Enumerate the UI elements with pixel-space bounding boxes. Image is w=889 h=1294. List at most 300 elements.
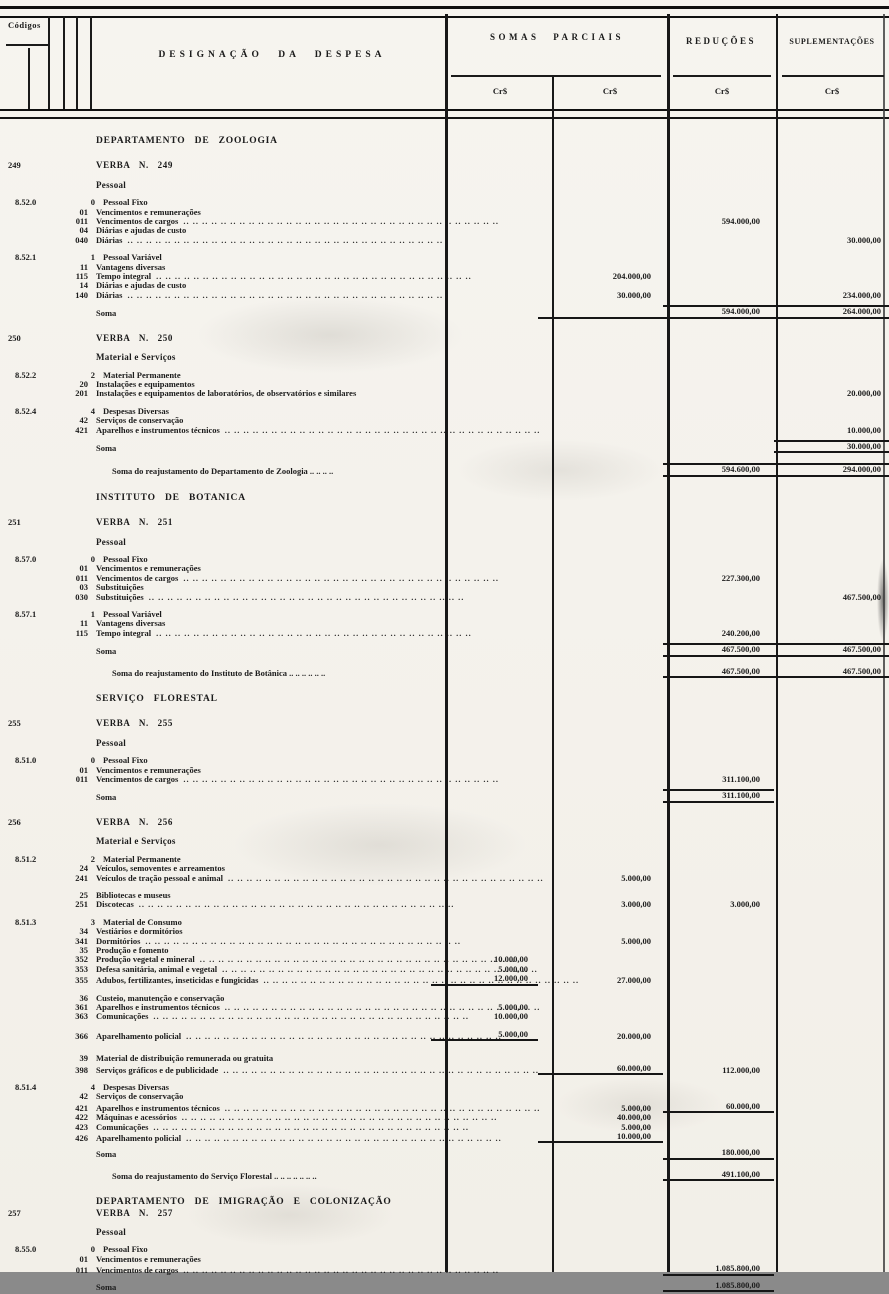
item-code-cell: 42 bbox=[79, 415, 88, 426]
designacao-text: Pessoal Variável bbox=[103, 252, 162, 263]
designacao-cell bbox=[88, 181, 431, 190]
table-row bbox=[0, 236, 889, 245]
currency-label: Cr$ bbox=[492, 86, 508, 96]
column-header-designacao: DESIGNAÇÃO DA DESPESA bbox=[158, 50, 386, 60]
designacao-cell bbox=[88, 818, 431, 827]
table-row bbox=[0, 695, 889, 704]
designacao-text: Material e Serviços bbox=[96, 352, 176, 363]
code-cell: 257 bbox=[8, 1207, 21, 1218]
dot-leader bbox=[116, 793, 423, 802]
somas-parciais-1-cell: 5.000,00 bbox=[431, 1030, 538, 1041]
item-code-cell: 1 bbox=[90, 252, 95, 263]
item-code-cell: 1 bbox=[90, 609, 95, 619]
somas-parciais-2-cell: 40.000,00 bbox=[617, 1112, 651, 1123]
designacao-cell bbox=[88, 1255, 431, 1264]
somas-parciais-2-cell: 20.000,00 bbox=[617, 1030, 651, 1041]
reducoes-cell: 3.000,00 bbox=[730, 899, 760, 910]
designacao-cell bbox=[88, 1054, 431, 1063]
somas-parciais-2-cell: 5.000,00 bbox=[621, 1121, 651, 1132]
designacao-cell bbox=[8, 467, 431, 476]
designacao-text: Aparelhamento policial bbox=[96, 1133, 182, 1144]
designacao-text: Pessoal bbox=[96, 536, 127, 547]
dot-leader bbox=[122, 291, 443, 300]
table-row bbox=[0, 1030, 889, 1041]
table-row bbox=[0, 305, 889, 318]
dot-leader bbox=[126, 181, 431, 190]
table-row bbox=[0, 1198, 889, 1207]
dot-leader bbox=[273, 1054, 431, 1063]
designacao-text: Instalações e equipamentos de laboratórios, de observatórios e similares bbox=[96, 388, 357, 399]
designacao-text: Despesas Diversas bbox=[103, 1082, 169, 1092]
designacao-cell bbox=[88, 1228, 431, 1237]
dot-leader bbox=[183, 1092, 431, 1101]
code-cell: 8.51.4 bbox=[15, 1082, 37, 1092]
item-code-cell: 04 bbox=[79, 225, 88, 236]
designacao-text: SERVIÇO FLORESTAL bbox=[96, 694, 218, 705]
designacao-cell bbox=[88, 494, 431, 503]
designacao-text: INSTITUTO DE BOTANICA bbox=[96, 492, 246, 503]
table-row bbox=[0, 1281, 889, 1292]
designacao-text: Produção vegetal e mineral bbox=[96, 954, 195, 965]
item-code-cell: 0 bbox=[90, 755, 95, 766]
dot-leader bbox=[173, 334, 431, 343]
item-code-cell: 03 bbox=[79, 582, 88, 593]
somas-parciais-1-cell: 5.000,00 bbox=[498, 1001, 528, 1012]
designacao-text: Vencimentos e remunerações bbox=[96, 1253, 201, 1264]
table-row bbox=[0, 1148, 889, 1159]
currency-label: Cr$ bbox=[602, 86, 618, 96]
designacao-cell bbox=[88, 291, 431, 300]
dot-leader bbox=[333, 467, 431, 476]
somas-parciais-2-cell: 27.000,00 bbox=[617, 975, 651, 986]
dot-leader bbox=[173, 518, 431, 527]
code-cell: 8.51.3 bbox=[15, 916, 37, 927]
designacao-text: Pessoal bbox=[96, 179, 127, 190]
table-row bbox=[0, 739, 889, 748]
item-code-cell: 140 bbox=[75, 289, 88, 300]
code-column-separator bbox=[90, 16, 92, 109]
table-row bbox=[0, 1264, 889, 1275]
designacao-cell bbox=[88, 1066, 431, 1075]
designacao-text: DEPARTAMENTO DE ZOOLOGIA bbox=[96, 136, 278, 146]
designacao-text: Soma bbox=[96, 1149, 117, 1160]
table-row bbox=[0, 775, 889, 784]
dot-leader bbox=[178, 1266, 499, 1275]
code-cell: 8.55.0 bbox=[15, 1244, 37, 1255]
designacao-text: Pessoal bbox=[96, 1227, 127, 1238]
dot-leader bbox=[122, 236, 443, 245]
table-row bbox=[0, 874, 889, 883]
table-row bbox=[0, 518, 889, 527]
reducoes-cell: 311.100,00 bbox=[722, 774, 760, 785]
reducoes-cell: 240.200,00 bbox=[721, 627, 760, 638]
code-cell: 8.57.0 bbox=[15, 553, 37, 564]
item-code-cell: 2 bbox=[90, 853, 95, 864]
table-row bbox=[0, 353, 889, 362]
code-column-separator bbox=[48, 16, 50, 109]
code-column-separator bbox=[76, 16, 78, 109]
designacao-text: Aparelhos e instrumentos técnicos bbox=[96, 424, 220, 435]
suplementacoes-cell: 30.000,00 bbox=[774, 440, 889, 453]
dot-leader bbox=[162, 610, 431, 619]
designacao-text: Soma bbox=[96, 442, 117, 453]
designacao-cell bbox=[88, 538, 431, 547]
table-row bbox=[0, 974, 889, 985]
dot-leader bbox=[173, 818, 431, 827]
dot-leader bbox=[173, 719, 431, 728]
code-cell: 8.57.1 bbox=[15, 609, 37, 619]
designacao-text: Defesa sanitária, animal e vegetal bbox=[96, 963, 218, 974]
designacao-text: Soma bbox=[96, 646, 117, 657]
reducoes-cell: 112.000,00 bbox=[722, 1064, 760, 1075]
dot-leader bbox=[317, 1172, 431, 1181]
designacao-cell bbox=[88, 236, 431, 245]
item-code-cell: 11 bbox=[79, 618, 88, 629]
suplementacoes-cell: 467.500,00 bbox=[774, 667, 889, 678]
item-code-cell: 2 bbox=[90, 369, 95, 380]
dot-leader bbox=[151, 629, 472, 638]
reducoes-cell: 594.000,00 bbox=[721, 216, 760, 227]
item-code-cell: 115 bbox=[75, 627, 88, 638]
item-code-cell: 421 bbox=[75, 1102, 88, 1113]
item-code-cell: 39 bbox=[79, 1053, 88, 1064]
designacao-cell bbox=[88, 1123, 431, 1132]
item-code-cell: 42 bbox=[79, 1091, 88, 1102]
designacao-text: Diárias bbox=[96, 289, 123, 300]
designacao-text: Aparelhos e instrumentos técnicos bbox=[96, 1001, 220, 1012]
table-row bbox=[0, 291, 889, 300]
item-code-cell: 11 bbox=[79, 261, 88, 272]
designacao-text: Soma do reajustamento do Serviço Florestal .. .. .. .. .. .. .. bbox=[112, 1170, 317, 1181]
reducoes-cell: 311.100,00 bbox=[663, 789, 774, 802]
reducoes-cell: 467.500,00 bbox=[663, 667, 774, 678]
code-column-separator bbox=[63, 16, 65, 109]
dot-leader bbox=[356, 389, 431, 398]
dot-leader bbox=[144, 593, 465, 602]
item-code-cell: 14 bbox=[79, 280, 88, 291]
suplementacoes-cell: 30.000,00 bbox=[847, 234, 881, 245]
code-cell: 251 bbox=[8, 517, 21, 528]
dot-leader bbox=[116, 309, 423, 318]
item-code-cell: 421 bbox=[75, 424, 88, 435]
designacao-text: Pessoal Fixo bbox=[103, 755, 148, 766]
item-code-cell: 4 bbox=[90, 405, 95, 416]
designacao-text: Discotecas bbox=[96, 899, 134, 910]
table-row bbox=[0, 667, 889, 678]
suplementacoes-cell: 467.500,00 bbox=[774, 643, 889, 656]
somas-parciais-2-cell: 60.000,00 bbox=[538, 1064, 663, 1075]
designacao-text: Veículos de tração pessoal e animal bbox=[96, 872, 223, 883]
dot-leader bbox=[218, 1066, 539, 1075]
item-code-cell: 201 bbox=[75, 388, 88, 399]
somas-parciais-2-cell: 3.000,00 bbox=[621, 899, 651, 910]
designacao-text: Soma do reajustamento do Instituto de Botânica .. .. .. .. .. .. bbox=[112, 667, 326, 678]
designacao-text: Serviços gráficos e de publicidade bbox=[96, 1064, 219, 1075]
designacao-text: Diárias e ajudas de custo bbox=[96, 225, 187, 236]
somas-parciais-2-cell: 30.000,00 bbox=[617, 289, 651, 300]
designacao-cell bbox=[88, 900, 431, 909]
designacao-text: Dormitórios bbox=[96, 935, 141, 946]
table-row bbox=[0, 1123, 889, 1132]
suplementacoes-cell: 294.000,00 bbox=[774, 463, 889, 476]
table-row bbox=[0, 719, 889, 728]
designacao-cell bbox=[88, 426, 431, 435]
designacao-cell bbox=[88, 353, 431, 362]
item-code-cell: 423 bbox=[75, 1121, 88, 1132]
item-code-cell: 011 bbox=[75, 774, 88, 785]
table-row bbox=[0, 1132, 889, 1143]
item-code-cell: 352 bbox=[75, 954, 88, 965]
designacao-text: Material de distribuição remunerada ou gratuita bbox=[96, 1053, 274, 1064]
item-code-cell: 011 bbox=[75, 1265, 88, 1276]
item-code-cell: 36 bbox=[79, 992, 88, 1003]
column-header-reducoes: REDUÇÕES bbox=[685, 36, 757, 46]
somas-parciais-2-cell: 204.000,00 bbox=[612, 271, 651, 282]
designacao-cell bbox=[88, 1032, 431, 1041]
column-header-suplementacoes: SUPLEMENTAÇÕES bbox=[789, 37, 875, 46]
designacao-cell bbox=[8, 669, 431, 678]
code-cell: 8.51.2 bbox=[15, 853, 37, 864]
item-code-cell: 0 bbox=[90, 197, 95, 208]
designacao-text: Vencimentos de cargos bbox=[96, 774, 179, 785]
table-row bbox=[0, 1209, 889, 1218]
dot-leader bbox=[173, 1209, 431, 1218]
designacao-text: Vencimentos de cargos bbox=[96, 572, 179, 583]
somas-parciais-1-cell: 10.000,00 bbox=[494, 954, 528, 965]
item-code-cell: 353 bbox=[75, 963, 88, 974]
designacao-text: Vencimentos e remunerações bbox=[96, 764, 201, 775]
designacao-text: Pessoal bbox=[96, 737, 127, 748]
dot-leader bbox=[116, 1150, 423, 1159]
designacao-cell bbox=[88, 1198, 431, 1207]
somas-parciais-2-cell: 5.000,00 bbox=[621, 872, 651, 883]
item-code-cell: 01 bbox=[79, 206, 88, 217]
item-code-cell: 4 bbox=[90, 1082, 95, 1092]
designacao-text: Vencimentos e remunerações bbox=[96, 563, 201, 574]
designacao-text: Vantagens diversas bbox=[96, 618, 166, 629]
dot-leader bbox=[169, 407, 431, 416]
item-code-cell: 398 bbox=[75, 1064, 88, 1075]
designacao-cell bbox=[88, 137, 431, 146]
designacao-text: VERBA N. 250 bbox=[96, 332, 173, 343]
item-code-cell: 341 bbox=[75, 935, 88, 946]
reducoes-cell: 227.300,00 bbox=[721, 572, 760, 583]
item-code-cell: 0 bbox=[90, 553, 95, 564]
table-row bbox=[0, 463, 889, 476]
code-cell: 249 bbox=[8, 160, 21, 171]
suplementacoes-cell: 10.000,00 bbox=[847, 424, 881, 435]
dot-leader bbox=[116, 647, 423, 656]
item-code-cell: 426 bbox=[75, 1133, 88, 1144]
designacao-text: Serviços de conservação bbox=[96, 415, 184, 426]
somas-parciais-1-cell: 12.000,00 bbox=[431, 974, 538, 985]
designacao-text: Pessoal Fixo bbox=[103, 197, 148, 208]
somas-parciais-2-cell: 10.000,00 bbox=[538, 1132, 663, 1143]
designacao-text: Vencimentos e remunerações bbox=[96, 206, 201, 217]
table-row bbox=[0, 426, 889, 435]
designacao-text: Pessoal Variável bbox=[103, 609, 162, 619]
table-row bbox=[0, 181, 889, 190]
reducoes-cell: 491.100,00 bbox=[663, 1170, 774, 1181]
dot-leader bbox=[176, 837, 431, 846]
table-row bbox=[0, 965, 889, 974]
designacao-text: DEPARTAMENTO DE IMIGRAÇÃO E COLONIZAÇÃO bbox=[96, 1197, 392, 1208]
item-code-cell: 361 bbox=[75, 1001, 88, 1012]
designacao-text: Soma bbox=[96, 1281, 117, 1292]
designacao-text: Substituições bbox=[96, 591, 144, 602]
codigos-label: Códigos bbox=[8, 20, 41, 30]
table-row bbox=[0, 789, 889, 802]
designacao-text: Diárias bbox=[96, 234, 123, 245]
item-code-cell: 0 bbox=[90, 1244, 95, 1255]
designacao-cell bbox=[88, 793, 431, 802]
somas-parciais-1-cell: 10.000,00 bbox=[494, 1011, 528, 1022]
designacao-cell bbox=[88, 161, 431, 170]
dot-leader bbox=[151, 272, 472, 281]
table-row bbox=[0, 900, 889, 909]
item-code-cell: 25 bbox=[79, 889, 88, 900]
dot-leader bbox=[178, 574, 499, 583]
code-cell: 8.52.1 bbox=[15, 252, 37, 263]
item-code-cell: 34 bbox=[79, 926, 88, 937]
designacao-text: Serviços de conservação bbox=[96, 1091, 184, 1102]
designacao-text: Custeio, manutenção e conservação bbox=[96, 992, 225, 1003]
item-code-cell: 422 bbox=[75, 1112, 88, 1123]
designacao-text: Despesas Diversas bbox=[103, 405, 169, 416]
designacao-cell bbox=[88, 1012, 431, 1021]
designacao-text: Soma bbox=[96, 308, 117, 319]
designacao-text: Aparelhamento policial bbox=[96, 1030, 182, 1041]
table-row bbox=[0, 137, 889, 146]
table-row bbox=[0, 1228, 889, 1237]
designacao-cell bbox=[88, 1283, 431, 1292]
dot-leader bbox=[325, 669, 431, 678]
designacao-text: Vencimentos de cargos bbox=[96, 1265, 179, 1276]
designacao-text: Tempo integral bbox=[96, 627, 152, 638]
somas-parciais-2-cell: 5.000,00 bbox=[621, 935, 651, 946]
table-row bbox=[0, 593, 889, 602]
item-code-cell: 241 bbox=[75, 872, 88, 883]
column-header-somas-parciais: SOMAS PARCIAIS bbox=[489, 32, 625, 42]
designacao-text: Bibliotecas e museus bbox=[96, 889, 171, 900]
designacao-text: Soma bbox=[96, 792, 117, 803]
dot-leader bbox=[126, 739, 431, 748]
dot-leader bbox=[162, 253, 431, 262]
suplementacoes-cell: 20.000,00 bbox=[847, 388, 881, 399]
code-cell: 8.52.0 bbox=[15, 197, 37, 208]
dot-leader bbox=[392, 1198, 431, 1207]
code-cell: 255 bbox=[8, 718, 21, 729]
designacao-text: Máquinas e acessórios bbox=[96, 1112, 177, 1123]
dot-leader bbox=[223, 874, 544, 883]
table-row bbox=[0, 440, 889, 453]
suplementacoes-cell: 264.000,00 bbox=[774, 305, 889, 318]
table-row bbox=[0, 161, 889, 170]
designacao-text: Diárias e ajudas de custo bbox=[96, 280, 187, 291]
item-code-cell: 366 bbox=[75, 1030, 88, 1041]
designacao-cell bbox=[88, 518, 431, 527]
designacao-cell bbox=[88, 444, 431, 453]
item-code-cell: 35 bbox=[79, 944, 88, 955]
item-code-cell: 20 bbox=[79, 378, 88, 389]
designacao-text: Pessoal Fixo bbox=[103, 553, 148, 564]
dot-leader bbox=[126, 538, 431, 547]
table-row bbox=[0, 1064, 889, 1075]
reducoes-cell: 594.000,00 bbox=[663, 305, 774, 318]
reducoes-cell: 1.085.800,00 bbox=[663, 1281, 774, 1292]
designacao-cell bbox=[88, 965, 431, 974]
somas-parciais-2-cell: 5.000,00 bbox=[621, 1102, 651, 1113]
designacao-text: Vantagens diversas bbox=[96, 261, 166, 272]
suplementacoes-cell: 467.500,00 bbox=[842, 591, 881, 602]
suplementacoes-cell: 234.000,00 bbox=[842, 289, 881, 300]
somas-parciais-2-cell bbox=[538, 317, 663, 319]
code-column-separator bbox=[28, 48, 30, 109]
item-code-cell: 030 bbox=[75, 591, 88, 602]
designacao-cell bbox=[8, 1172, 431, 1181]
item-code-cell: 011 bbox=[75, 216, 88, 227]
reducoes-cell: 594.600,00 bbox=[663, 463, 774, 476]
designacao-text: Comunicações bbox=[96, 1011, 149, 1022]
designacao-text: Tempo integral bbox=[96, 271, 152, 282]
designacao-text: Soma do reajustamento do Departamento de Zoologia .. .. .. .. bbox=[112, 466, 334, 477]
designacao-text: VERBA N. 249 bbox=[96, 160, 173, 171]
code-cell: 250 bbox=[8, 332, 21, 343]
dot-leader bbox=[220, 426, 541, 435]
designacao-cell bbox=[88, 1134, 431, 1143]
item-code-cell: 011 bbox=[75, 572, 88, 583]
dot-leader bbox=[176, 353, 431, 362]
item-code-cell: 01 bbox=[79, 1253, 88, 1264]
dot-leader bbox=[178, 775, 499, 784]
dot-leader bbox=[169, 1083, 431, 1092]
designacao-cell bbox=[88, 739, 431, 748]
designacao-text: Comunicações bbox=[96, 1121, 149, 1132]
designacao-text: Material e Serviços bbox=[96, 836, 176, 847]
item-code-cell: 363 bbox=[75, 1011, 88, 1022]
dot-leader bbox=[181, 1134, 502, 1143]
dot-leader bbox=[178, 217, 499, 226]
designacao-cell bbox=[88, 874, 431, 883]
designacao-text: Substituições bbox=[96, 582, 144, 593]
item-code-cell: 24 bbox=[79, 863, 88, 874]
item-code-cell: 3 bbox=[90, 916, 95, 927]
code-cell: 256 bbox=[8, 816, 21, 827]
dot-leader bbox=[116, 444, 423, 453]
table-row bbox=[0, 837, 889, 846]
dot-leader bbox=[126, 1228, 431, 1237]
codigos-bracket-line bbox=[6, 44, 48, 46]
item-code-cell: 01 bbox=[79, 563, 88, 574]
table-row bbox=[0, 334, 889, 343]
item-code-cell: 115 bbox=[75, 271, 88, 282]
designacao-text: Material de Consumo bbox=[103, 916, 182, 927]
item-code-cell: 01 bbox=[79, 764, 88, 775]
table-row bbox=[0, 538, 889, 547]
designacao-text: Aparelhos e instrumentos técnicos bbox=[96, 1102, 220, 1113]
table-body bbox=[0, 120, 889, 1294]
table-row bbox=[0, 1054, 889, 1063]
dot-leader bbox=[181, 371, 431, 380]
designacao-text: VERBA N. 257 bbox=[96, 1207, 173, 1218]
designacao-text: Veículos, semoventes e arreamentos bbox=[96, 863, 225, 874]
designacao-cell bbox=[88, 334, 431, 343]
reducoes-cell: 60.000,00 bbox=[663, 1102, 774, 1113]
designacao-cell bbox=[88, 593, 431, 602]
table-row bbox=[0, 1012, 889, 1021]
table-header bbox=[0, 0, 889, 118]
dot-leader bbox=[134, 900, 455, 909]
